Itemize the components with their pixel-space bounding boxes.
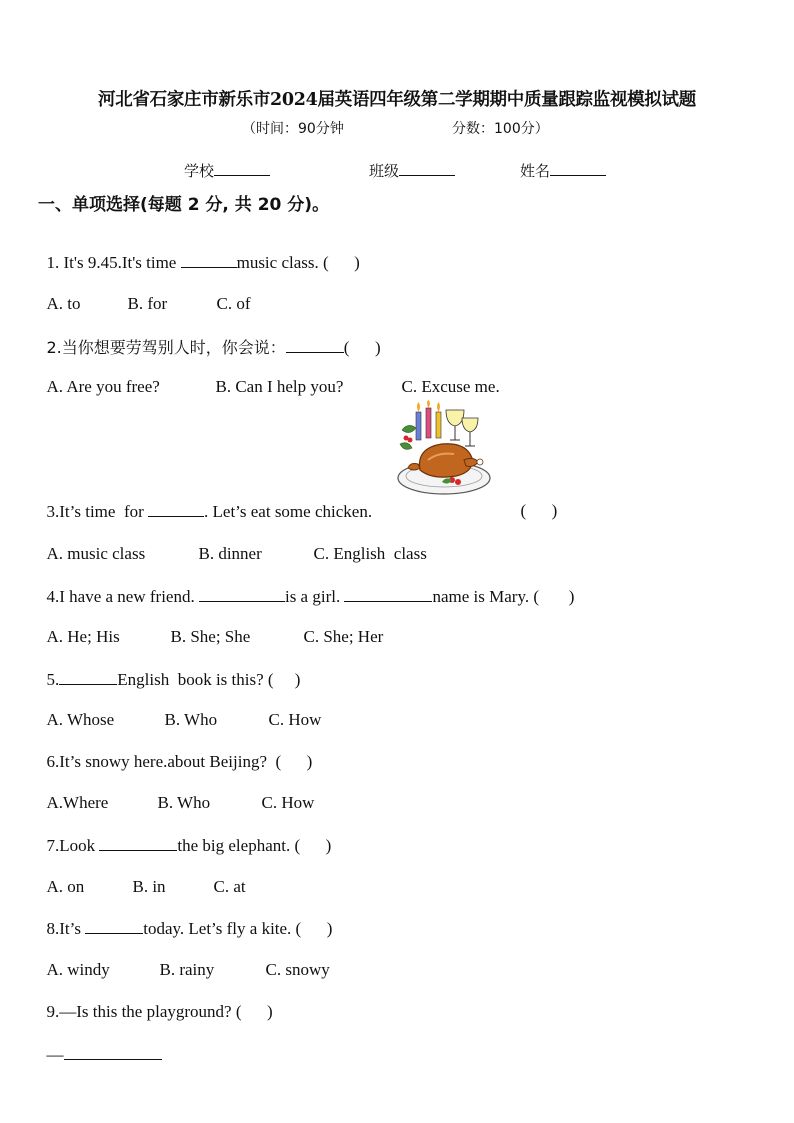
school-field[interactable] (184, 160, 270, 181)
answer-blank[interactable] (85, 918, 143, 934)
option-a[interactable]: A. to (46, 294, 81, 313)
exam-time: （时间：90分钟 (242, 121, 344, 137)
question-8 (38, 898, 332, 939)
option-b[interactable]: B. Can I help you? (215, 377, 344, 396)
school-blank[interactable] (214, 161, 270, 176)
question-7-options (38, 857, 246, 897)
school-label: 学校 (184, 162, 215, 180)
class-label: 班级 (369, 162, 400, 180)
question-3-paren (512, 481, 557, 521)
option-a[interactable]: A. Are you free? (46, 377, 160, 396)
question-2 (38, 315, 381, 358)
option-b[interactable]: B. She; She (170, 627, 251, 646)
question-7 (38, 815, 331, 856)
question-text: today. Let’s fly a kite. ( ) (143, 919, 333, 938)
option-b[interactable]: B. Who (164, 710, 218, 729)
question-3 (38, 481, 372, 522)
question-1-options (38, 274, 251, 314)
question-text: name is Mary. ( ) (432, 587, 575, 606)
roast-chicken-dinner-icon (394, 400, 494, 498)
class-field[interactable] (369, 160, 455, 181)
option-b[interactable]: B. Who (157, 793, 211, 812)
question-text: 5. (46, 670, 60, 689)
option-a[interactable]: A. He; His (46, 627, 120, 646)
question-text: 3.It’s time for (46, 502, 149, 521)
question-1 (38, 232, 360, 273)
question-6-options (38, 773, 314, 813)
question-text: 2.当你想要劳驾别人时，你会说： (46, 338, 286, 357)
question-8-options (38, 940, 330, 980)
option-c[interactable]: C. at (213, 877, 246, 896)
option-a[interactable]: A. Whose (46, 710, 115, 729)
question-text: 8.It’s (46, 919, 86, 938)
question-4-options (38, 607, 383, 647)
option-c[interactable]: C. How (268, 710, 322, 729)
question-text: music class. ( ) (236, 253, 360, 272)
page-title: 河北省石家庄市新乐市2024届英语四年级第二学期期中质量跟踪监视模拟试题 (98, 90, 696, 110)
question-2-options (38, 357, 500, 397)
answer-blank[interactable] (99, 835, 177, 851)
option-b[interactable]: B. for (127, 294, 168, 313)
question-text: 4.I have a new friend. (46, 587, 199, 606)
option-b[interactable]: B. in (132, 877, 166, 896)
answer-blank[interactable] (148, 501, 204, 517)
answer-paren[interactable]: ( ) (520, 501, 558, 520)
option-b[interactable]: B. rainy (159, 960, 215, 979)
question-text: ( ) (343, 338, 381, 357)
section-heading: 一、单项选择(每题 2 分, 共 20 分)。 (38, 195, 330, 215)
answer-blank[interactable] (59, 669, 117, 685)
option-c[interactable]: C. Excuse me. (401, 377, 500, 396)
question-3-options (38, 524, 427, 564)
question-text: 1. It's 9.45.It's time (46, 253, 181, 272)
question-text: . Let’s eat some chicken. (204, 502, 373, 521)
name-label: 姓名 (520, 162, 551, 180)
answer-blank[interactable] (199, 586, 285, 602)
name-field[interactable] (520, 160, 606, 181)
option-b[interactable]: B. dinner (198, 544, 262, 563)
answer-blank[interactable] (344, 586, 432, 602)
answer-dash: — (46, 1045, 64, 1064)
question-text: English book is this? ( ) (117, 670, 301, 689)
answer-blank[interactable] (181, 252, 237, 268)
question-text: the big elephant. ( ) (177, 836, 332, 855)
option-c[interactable]: C. English class (313, 544, 427, 563)
answer-blank[interactable] (286, 337, 344, 353)
question-9 (38, 982, 273, 1022)
question-6 (38, 732, 312, 772)
question-text: 7.Look (46, 836, 100, 855)
question-5 (38, 649, 300, 690)
option-c[interactable]: C. of (216, 294, 251, 313)
answer-blank[interactable] (64, 1044, 162, 1060)
question-5-options (38, 690, 321, 730)
name-blank[interactable] (550, 161, 606, 176)
option-a[interactable]: A. windy (46, 960, 110, 979)
option-c[interactable]: C. How (261, 793, 315, 812)
option-a[interactable]: A.Where (46, 793, 109, 812)
option-c[interactable]: C. snowy (265, 960, 330, 979)
question-text: 6.It’s snowy here.about Beijing? ( ) (46, 752, 313, 771)
option-a[interactable]: A. on (46, 877, 85, 896)
option-a[interactable]: A. music class (46, 544, 146, 563)
exam-score: 分数：100分） (452, 121, 549, 137)
question-text: is a girl. (284, 587, 345, 606)
class-blank[interactable] (399, 161, 455, 176)
question-text: 9.—Is this the playground? ( ) (46, 1002, 273, 1021)
option-c[interactable]: C. She; Her (303, 627, 384, 646)
question-9-answer (38, 1024, 162, 1065)
question-4 (38, 566, 574, 607)
